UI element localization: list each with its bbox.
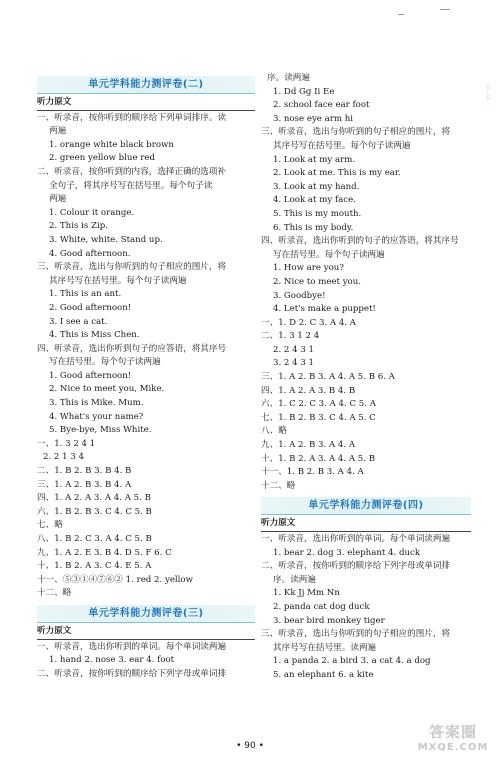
- text-line: 5. Bye-bye, Miss White.: [49, 425, 152, 436]
- text-line: 2. Good afternoon!: [49, 302, 132, 313]
- text-line: 六、1. C 2. C 3. A 4. C 5. A: [261, 399, 376, 410]
- text-line: 2. Nice to meet you, Mike.: [49, 384, 165, 395]
- text-line: 九、1. A 2. E 3. B 4. D 5. F 6. C: [37, 547, 172, 558]
- text-line: 1. Colour it orange.: [49, 207, 135, 218]
- section-title: 单元学科能力测评卷(二): [37, 76, 255, 94]
- text-line: 2. This is Zip.: [49, 221, 108, 232]
- text-line: 3. Goodbye!: [273, 290, 326, 301]
- text-line: 2. green yellow blue red: [49, 153, 155, 164]
- text-line: 写在括号里。每个句子读两遍: [49, 357, 161, 368]
- right-column: [261, 72, 471, 683]
- text-line: 八、1. B 2. C 3. A 4. C 5. B: [37, 534, 152, 544]
- text-line: 二、听录音，按你听到的顺序给下列字母或单词排: [261, 561, 451, 572]
- text-line: 四、听录音，选出你听到的句子的应答语，将其序号: [261, 236, 459, 247]
- text-line: 3. This is Mike. Mum.: [49, 398, 144, 409]
- section-title: 单元学科能力测评卷(三): [37, 605, 255, 623]
- text-line: 2. Nice to meet you.: [273, 276, 361, 287]
- text-line: 4. Let's make a puppet!: [273, 304, 376, 315]
- text-line: 十二、略: [37, 588, 72, 599]
- text-line: 6. This is my body.: [273, 222, 354, 233]
- text-line: 2. 2 4 3 1: [273, 344, 314, 355]
- watermark-text: 答案圈: [428, 723, 477, 741]
- text-line: 八、略: [261, 426, 287, 437]
- text-line: 七、1. B 2. B 3. C 4. A 5. C: [261, 412, 376, 423]
- text-line: 其序号写在括号里。每个句子读两遍: [49, 275, 187, 286]
- text-line: 一、1. 3 2 4 1: [37, 438, 96, 449]
- text-line: 七、略: [37, 520, 63, 531]
- side-mark: 卡 卡: [484, 84, 492, 103]
- section-title: 单元学科能力测评卷(四): [261, 497, 471, 515]
- text-line: 九、1. A 2. B 3. A 4. A: [261, 440, 356, 451]
- text-line: 4. This is Miss Chen.: [49, 330, 140, 341]
- text-line: 一、听录音，选出你听到的单词。每个单词读两遍: [261, 534, 451, 544]
- text-line: 1. Kk Jj Mm Nn: [273, 588, 340, 599]
- text-line: 二、1. 3 1 2 4: [261, 331, 320, 342]
- text-line: 一、听录音，按你听到的顺序给下列单词排序。读: [37, 112, 227, 123]
- text-line: 四、1. A 2. A 3. B 4. B: [261, 385, 356, 396]
- text-line: 1. bear 2. dog 3. elephant 4. duck: [273, 547, 421, 558]
- text-line: 3. bear bird monkey tiger: [273, 615, 385, 626]
- text-line: 三、1. A 2. B 3. B 4. A: [37, 479, 132, 490]
- text-line: 全句子，将其序号写在括号里。每个句子读: [49, 180, 213, 191]
- text-line: 2. school face ear foot: [273, 100, 370, 111]
- text-line: 4. Look at my face.: [273, 195, 356, 206]
- text-line: 其序号写在括号里。读两遍: [273, 642, 377, 653]
- text-line: 1. orange white black brown: [49, 139, 174, 150]
- left-column: [37, 72, 255, 681]
- text-line: 四、听录音，选出你听到句子的应答语，将其序号: [37, 343, 227, 354]
- text-line: 5. This is my mouth.: [273, 208, 362, 219]
- text-line: 三、听录音，选出与你听到的句子相应的图片，将: [261, 629, 451, 640]
- corner-mark: [440, 9, 450, 10]
- watermark-logo: [413, 724, 493, 758]
- text-line: 1. Look at my arm.: [273, 154, 356, 165]
- text-line: 十、1. B 2. A 3. A 4. A 5. B: [261, 453, 376, 464]
- text-line: 1. How are you?: [273, 263, 344, 274]
- text-line: 2. 2 1 3 4: [43, 452, 84, 463]
- page-number: • 90 •: [236, 741, 264, 751]
- text-line: 三、1. A 2. B 3. A 4. A 5. B 6. A: [261, 372, 395, 383]
- text-line: 4. Good afternoon.: [49, 248, 131, 259]
- subsection-heading: 听力原文: [37, 96, 255, 111]
- text-line: 3. nose eye arm hi: [273, 113, 354, 124]
- text-line: 1. hand 2. nose 3. ear 4. foot: [49, 655, 175, 666]
- text-line: 5. an elephant 6. a kite: [273, 669, 374, 680]
- text-line: 4. What's your name?: [49, 411, 144, 422]
- text-line: 2. panda cat dog duck: [273, 601, 370, 612]
- text-line: 六、1. B 2. B 3. C 4. C 5. B: [37, 506, 152, 517]
- text-line: 二、1. B 2. B 3. B 4. B: [37, 466, 132, 477]
- text-line: 三、听录音，选出与你听到的句子相应的图片，将: [261, 127, 451, 138]
- text-line: 2. Look at me. This is my ear.: [273, 168, 401, 179]
- corner-mark: [398, 14, 404, 15]
- text-line: 二、听录音，按你听到的顺序给下列字母或单词排: [37, 668, 227, 679]
- text-line: 其序号写在括号里。每个句子读两遍: [273, 140, 411, 151]
- text-line: 3. White, white. Stand up.: [49, 234, 163, 245]
- text-line: 1. Good afternoon!: [49, 370, 132, 381]
- text-line: 3. Look at my hand.: [273, 181, 360, 192]
- text-line: 3. 2 4 3 1: [273, 358, 314, 369]
- text-line: 序。读两遍: [267, 73, 310, 83]
- text-line: 十一、⑤③①④⑦⑥② 1. red 2. yellow: [37, 574, 193, 585]
- text-line: 序。读两遍: [273, 574, 316, 585]
- text-line: 1. Dd Gg Ii Ee: [273, 86, 335, 97]
- text-line: 三、听录音，选出与你听到的句子相应的图片，将: [37, 262, 227, 273]
- subsection-heading: 听力原文: [261, 517, 471, 532]
- text-line: 一、听录音，选出你听到的单词。每个单词读两遍: [37, 641, 227, 652]
- text-line: 1. This is an ant.: [49, 289, 122, 300]
- text-line: 两遍: [49, 194, 67, 205]
- watermark-url: MXQE.COM: [417, 742, 489, 753]
- text-line: 3. I see a cat.: [49, 316, 108, 327]
- text-line: 两遍: [49, 126, 67, 137]
- text-line: 十一、1. B 2. B 3. A 4. A: [261, 467, 364, 478]
- subsection-heading: 听力原文: [37, 625, 255, 640]
- text-line: 1. a panda 2. a bird 3. a cat 4. a dog: [273, 656, 431, 667]
- text-line: 写在括号里。每个句子读两遍: [273, 249, 385, 260]
- text-line: 二、听录音，按你听到的内容，选择正确的选项补: [37, 166, 227, 177]
- text-line: 四、1. A 2. A 3. A 4. A 5. B: [37, 493, 151, 504]
- text-line: 一、1. D 2. C 3. A 4. A: [261, 317, 356, 328]
- text-line: 十二、略: [261, 480, 296, 491]
- text-line: 十、1. B 2. A 3. C 4. E 5. A: [37, 561, 152, 572]
